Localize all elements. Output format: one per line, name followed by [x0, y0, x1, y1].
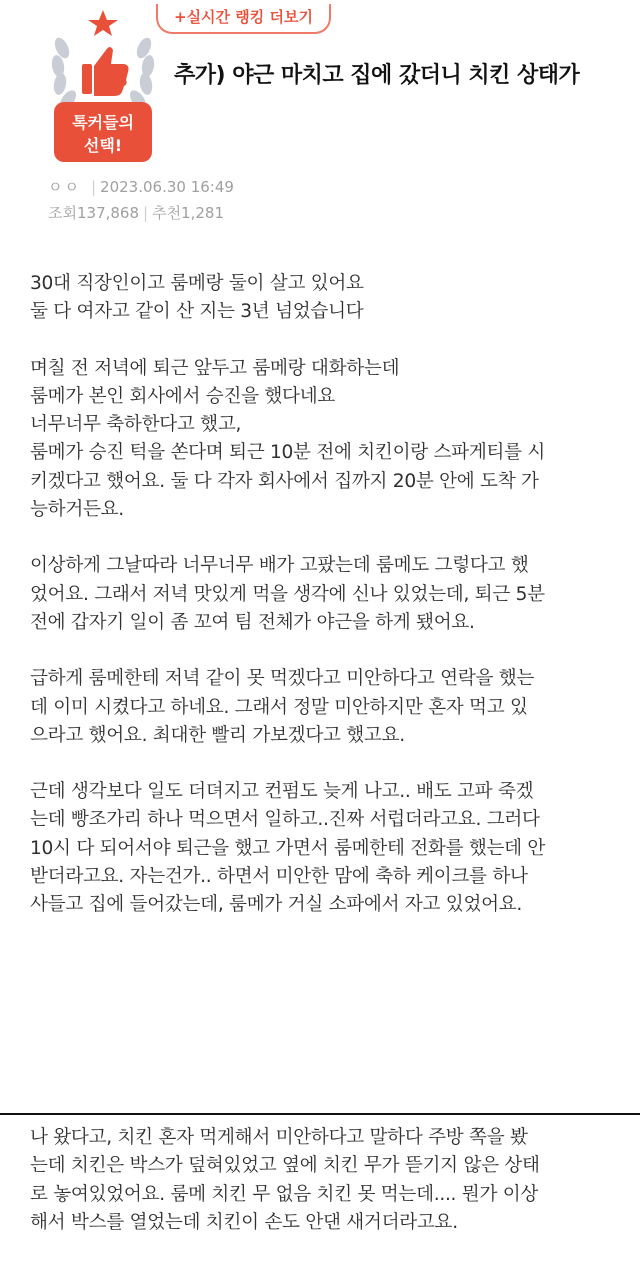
body-line: 며칠 전 저녁에 퇴근 앞두고 룸메랑 대화하는데: [30, 357, 400, 379]
body-line: 30대 직장인이고 룸메랑 둘이 살고 있어요: [30, 273, 364, 294]
body-line: 급하게 룸메한테 저녁 같이 못 먹겠다고 미안하다고 연락을 했는: [30, 668, 535, 690]
body-line: 로 놓여있었어요. 룸메 치킨 무 없음 치킨 못 먹는데.... 뭔가 이상: [30, 1183, 539, 1205]
author-name[interactable]: ㅇㅇ: [48, 178, 81, 196]
view-count: 조회137,868: [48, 204, 140, 222]
badge-text-line2: 선택!: [83, 136, 123, 155]
talkers-choice-badge: [48, 8, 158, 168]
paragraph: [30, 778, 630, 919]
meta-separator: |: [90, 178, 97, 196]
post-body-continued: [30, 1124, 630, 1237]
paragraph: [30, 665, 630, 750]
post-date: 2023.06.30 16:49: [100, 178, 234, 196]
body-line: 키겠다고 했어요. 둘 다 각자 회사에서 집까지 20분 안에 도착 가: [30, 470, 539, 492]
paragraph: [30, 355, 630, 525]
body-line: 받더라고요. 자는건가.. 하면서 미안한 맘에 축하 케이크를 하나: [30, 866, 528, 888]
body-line: 근데 생각보다 일도 더뎌지고 컨펌도 늦게 나고.. 배도 고파 죽겠: [30, 781, 534, 803]
body-line: 는데 빵조가리 하나 먹으면서 일하고..진짜 서럽더라고요. 그러다: [30, 809, 540, 831]
body-line: 룸메가 승진 턱을 쏜다며 퇴근 10분 전에 치킨이랑 스파게티를 시: [30, 442, 546, 464]
meta-separator: |: [143, 204, 149, 222]
recommend-count: 추천1,281: [152, 204, 225, 222]
screenshot-divider: [0, 1113, 640, 1115]
post-body: [30, 270, 630, 948]
badge-text-line1: 톡커들의: [72, 113, 134, 132]
body-line: 전에 갑자기 일이 좀 꼬여 팀 전체가 야근을 하게 됐어요.: [30, 611, 475, 633]
body-line: 룸메가 본인 회사에서 승진을 했다네요: [30, 385, 336, 407]
body-line: 능하거든요.: [30, 499, 124, 521]
post-meta-line2: [48, 202, 224, 223]
body-line: 으라고 했어요. 최대한 빨리 가보겠다고 했고요.: [30, 724, 405, 746]
body-line: 이상하게 그날따라 너무너무 배가 고팠는데 룸메도 그렇다고 했: [30, 555, 529, 577]
body-line: 해서 박스를 열었는데 치킨이 손도 안댄 새거더라고요.: [30, 1211, 458, 1233]
body-line: 사들고 집에 들어갔는데, 룸메가 거실 소파에서 자고 있었어요.: [30, 894, 523, 916]
laurel-thumbs-up-icon: [48, 8, 158, 168]
body-line: 너무너무 축하한다고 했고,: [30, 414, 242, 436]
paragraph: [30, 552, 630, 637]
ranking-more-button[interactable]: +실시간 랭킹 더보기: [156, 4, 331, 34]
body-line: 10시 다 되어서야 퇴근을 했고 가면서 룸메한테 전화를 했는데 안: [30, 837, 546, 859]
paragraph: [30, 270, 630, 327]
body-line: 데 이미 시켰다고 하네요. 그래서 정말 미안하지만 혼자 먹고 있: [30, 696, 528, 718]
post-meta-line1: [48, 176, 234, 197]
body-line: 나 왔다고, 치킨 혼자 먹게해서 미안하다고 말하다 주방 쪽을 봤: [30, 1127, 528, 1148]
body-line: 었어요. 그래서 저녁 맛있게 먹을 생각에 신나 있었는데, 퇴근 5분: [30, 583, 545, 605]
body-line: 둘 다 여자고 같이 산 지는 3년 넘었습니다: [30, 301, 364, 323]
post-title: 추가) 야근 마치고 집에 갔더니 치킨 상태가: [174, 63, 580, 88]
body-line: 는데 치킨은 박스가 덮혀있었고 옆에 치킨 무가 뜯기지 않은 상태: [30, 1155, 540, 1177]
